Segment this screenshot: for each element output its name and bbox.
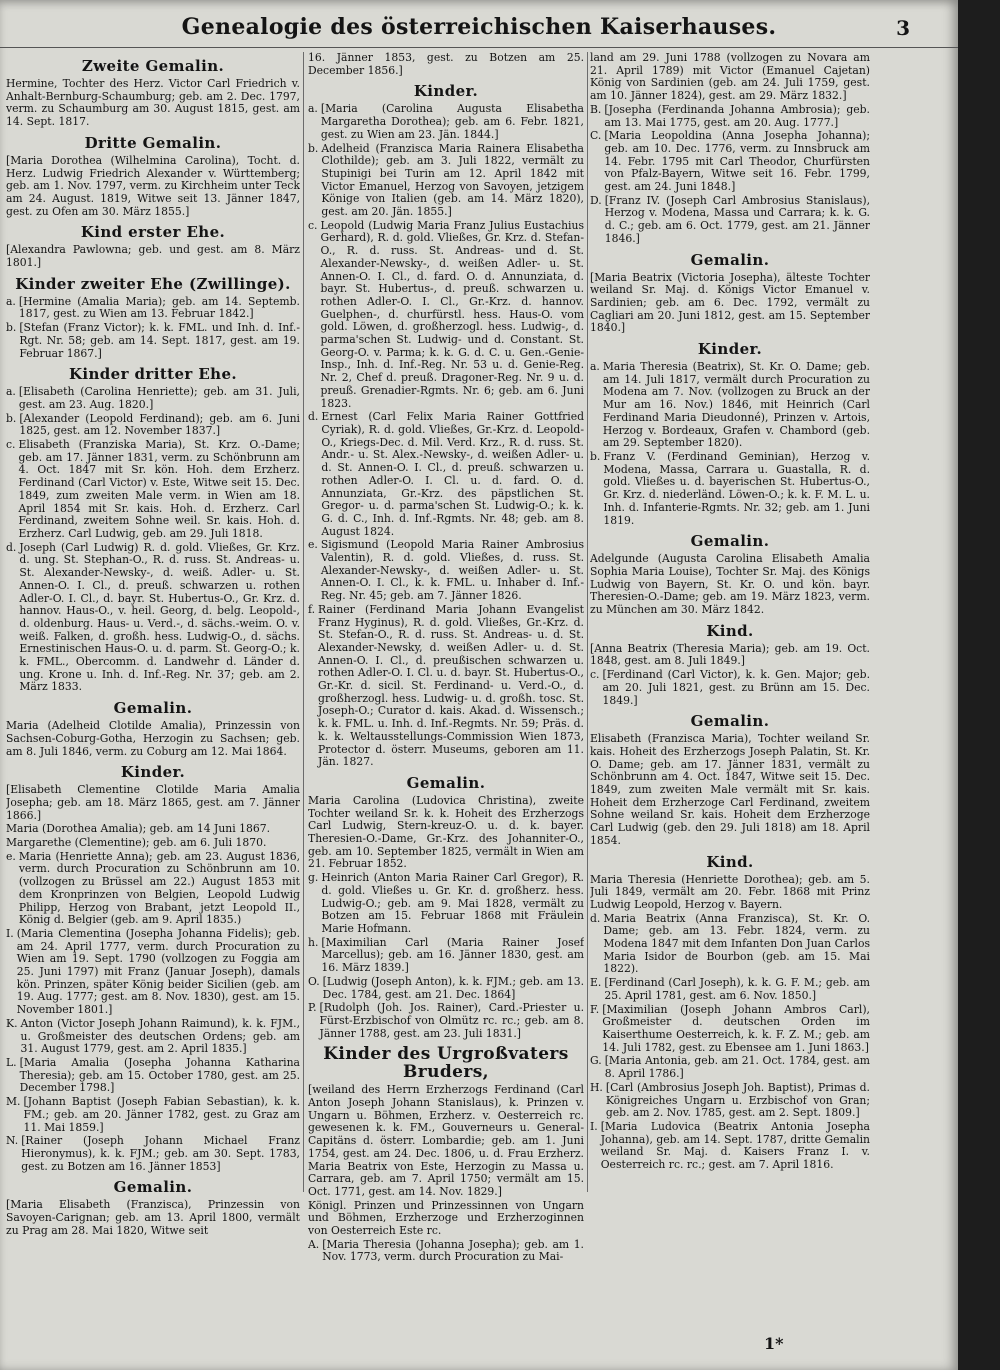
genealogy-entry [6,720,300,758]
entry-marker: L. [6,1056,17,1069]
entry-text: Maria Theresia (Beatrix), St. Kr. O. Dame; geb. am 14. Juli 1817, vermält durch Procuration zu Modena am 7. Nov. (vollzogen zu Bruck an der Mur am 16. Nov.) 1846, mit Heinrich (Carl Ferdinand Maria Dieudonné), Prinzen v. Artois, Herzog v. Bordeaux, Grafen v. Chambord (geb. am 29. September 1820). [602,360,870,450]
entry-text: Elisabeth (Franziska Maria), St. Krz. O.-Dame; geb. am 17. Jänner 1831, verm. zu Schönbrunn am 4. Oct. 1847 mit Sr. kön. Hoh. dem Erzherz. Ferdinand (Carl Victor) v. Este, Witwe seit 15. Dec. 1849, zum zweiten Male verm. in Wien am 18. April 1854 mit Sr. kais. Hoh. d. Erzherz. Carl Ferdinand, zweitem Sohne weil. Sr. kais. Hoh. d. Erzherz. Carl Ludwig, geb. am 29. Juli 1818. [18,438,300,540]
genealogy-entry [590,913,870,977]
genealogy-entry [6,928,300,1017]
entry-text: [Alexander (Leopold Ferdinand); geb. am 6. Juni 1825, gest. am 12. November 1837.] [19,411,300,438]
entry-text: Maria Carolina (Ludovica Christina), zweite Tochter weiland Sr. k. k. Hoheit des Erzherzogs Carl Ludwig, Stern-kreuz-O. u. d. k. bayer. Theresien-O.-Dame, Gr.-Krz. des Johanniter-O., geb. am 10. September 1825, vermält in Wien am 21. Februar 1852. [308,793,584,871]
genealogy-entry [590,195,870,246]
genealogy-entry [308,1200,584,1238]
genealogy-entry [590,451,870,527]
entry-marker: c. [308,218,318,232]
genealogy-entry [6,155,300,219]
entry-marker: B. [590,102,602,116]
entry-marker: c. [590,668,600,682]
entry-marker: M. [6,1095,21,1109]
genealogy-entry [590,1082,870,1120]
entry-marker: g. [308,871,319,885]
section-heading: Kinder. [120,763,186,782]
entry-marker: h. [308,935,319,949]
section-heading: Gemalin. [690,250,770,269]
entry-text: Elisabeth (Franzisca Maria), Tochter weiland Sr. kais. Hoheit des Erzherzogs Joseph Palatin, St. Kr. O. Dame; geb. am 17. Jänner 1831, vermält zu Schönbrunn am 4. Oct. 1847, Witwe seit 15. Dec. 1849, zum zweiten Male vermält mit Sr. kais. Hoheit dem Erzherzoge Carl Ferdinand, zweitem Sohne weiland Sr. kais. Hoheit dem Erzherzoge Carl Ludwig (geb. den 29. Juli 1818) am 18. April 1854. [590,732,870,847]
entry-text: [Johann Baptist (Joseph Fabian Sebastian), k. k. FM.; geb. am 20. Jänner 1782, gest. zu Graz am 11. Mai 1859.] [23,1095,300,1134]
entry-marker: D. [590,193,602,207]
genealogy-entry [590,1121,870,1172]
genealogy-entry [6,837,300,850]
genealogy-entry [6,823,300,836]
genealogy-entry [590,272,870,336]
genealogy-entry [590,733,870,847]
entry-marker: P. [308,1001,317,1015]
section-heading: Kind erster Ehe. [80,223,226,242]
entry-text: Maria (Adelheid Clotilde Amalia), Prinzessin von Sachsen-Coburg-Gotha, Herzogin zu Sachsen; geb. am 8. Juli 1846, verm. zu Coburg am 12. Mai 1864. [6,719,300,758]
section-heading: Kind. [706,621,754,640]
section-heading: Dritte Gemalin. [84,133,222,152]
entry-text: [Maria Ludovica (Beatrix Antonia Josepha Johanna), geb. am 14. Sept. 1787, dritte Gemalin weiland Sr. Maj. d. Kaisers Franz I. v. Oesterreich rc. rc.; gest. am 7. April 1816. [600,1119,870,1172]
signature-mark: 1* [764,1334,784,1353]
entry-marker: d. [590,911,601,925]
genealogy-entry [308,103,584,141]
entry-text: [Anna Beatrix (Theresia Maria); geb. am 19. Oct. 1848, gest. am 8. Juli 1849.] [590,641,870,668]
entry-marker: G. [590,1054,602,1068]
section-heading: Gemalin. [113,1178,193,1197]
genealogy-entry [308,411,584,538]
column-divider [587,52,588,1192]
genealogy-entry [308,1084,584,1198]
genealogy-entry [6,1096,300,1134]
entry-marker: H. [590,1080,603,1094]
genealogy-entry [308,1239,584,1264]
entry-marker: a. [590,360,600,374]
entry-text: Maria (Dorothea Amalia); geb. am 14 Juni 1867. [6,822,271,836]
entry-marker: a. [6,385,16,399]
entry-marker: b. [590,449,601,463]
section-heading: Kinder dritter Ehe. [68,365,238,384]
genealogy-entry [308,604,584,769]
genealogy-entry [590,1004,870,1055]
genealogy-entry [308,52,584,77]
genealogy-entry [308,220,584,411]
entry-text: [Maria Elisabeth (Franzisca), Prinzessin von Savoyen-Carignan; geb. am 13. April 1800, vermält zu Prag am 28. Mai 1820, Witwe seit [6,1198,300,1237]
entry-text: [Maria Antonia, geb. am 21. Oct. 1784, gest. am 8. April 1786.] [604,1054,870,1081]
entry-text: Franz V. (Ferdinand Geminian), Herzog v. Modena, Massa, Carrara u. Guastalla, R. d. gold. Vließes u. d. bayerischen St. Hubertus-O., Gr. Krz. d. niederländ. Löwen-O.; k. k. F. M. L. u. Inh. d. Infanterie-Rgmts. Nr. 32; geb. am 1. Juni 1819. [603,449,870,527]
entry-text: Rainer (Ferdinand Maria Johann Evangelist Franz Hyginus), R. d. gold. Vließes, Gr.-Krz. d. St. Stefan-O., R. d. russ. St. Andreas- u. d. St. Alexander-Newsky, d. weißen Adler- u. d. St. Annen-O. I. Cl., d. preußischen schwarzen u. rothen Adler-O. I. Cl. u. d. bayr. St. Hubertus-O., Gr.-Kr. d. sicil. St. Ferdinand- u. Verd.-O., d. großherzogl. hess. Ludwig- u. d. großh. tosc. St. Joseph-O.; Curator d. kais. Akad. d. Wissensch.; k. k. FML. u. Inh. d. Inf.-Regmts. Nr. 59; Präs. d. k. k. Weltausstellungs-Commission Wien 1873, Protector d. österr. Museums, geboren am 11. Jän. 1827. [318,602,584,769]
genealogy-entry [6,413,300,438]
genealogy-entry [590,874,870,912]
section-heading: Gemalin. [406,773,486,792]
section-heading: Kind. [706,852,754,871]
entry-text: [Ferdinand (Carl Victor), k. k. Gen. Major; geb. am 20. Juli 1821, gest. zu Brünn am 15. Dec. 1849.] [602,668,870,707]
entry-text: [Ferdinand (Carl Joseph), k. k. G. F. M.; geb. am 25. April 1781, gest. am 6. Nov. 1850.] [604,976,870,1002]
genealogy-entry [308,1002,584,1040]
entry-marker: E. [590,976,602,990]
entry-marker: b. [6,411,17,425]
entry-text: Heinrich (Anton Maria Rainer Carl Gregor), R. d. gold. Vließes u. Gr. Kr. d. großherz. hess. Ludwig-O.; geb. am 9. Mai 1828, vermält zu Botzen am 15. Februar 1868 mit Fräulein Marie Hofmann. [321,871,584,935]
column-divider [303,52,304,1192]
entry-marker: d. [308,410,319,424]
entry-text: Leopold (Ludwig Maria Franz Julius Eustachius Gerhard), R. d. gold. Vließes, Gr. Krz. d. Stefan-O., R. d. russ. St. Andreas- und d. St. Alexander-Newsky-, d. weißen Adler- u. St. Annen-O. I. Cl., d. fard. O. d. Annunziata, d. bayr. St. Hubertus-, d. preuß. schwarzen u. rothen Adler-O. I. Cl., Gr.-Krz. d. hannov. Guelphen-, d. churfürstl. hess. Haus-O. vom gold. Löwen, d. großherzogl. hess. Ludwig-, d. parma'schen St. Ludwig- und d. Constant. St. Georg-O. v. Parma; k. k. G. d. C. u. Gen.-Genie-Insp., Inh. d. Inf.-Reg. Nr. 53 u. d. Genie-Reg. Nr. 2, Chef d. preuß. Dragoner-Reg. Nr. 9 u. d. preuß. Grenadier-Rgmts. Nr. 6; geb. am 6. Juni 1823. [320,218,584,410]
column-right [590,52,870,1370]
entry-marker: A. [308,1237,320,1251]
entry-text: [Maria (Carolina Augusta Elisabetha Margaretha Dorothea); geb. am 6. Febr. 1821, gest. zu Wien am 23. Jän. 1844.] [320,102,584,141]
entry-text: Königl. Prinzen und Prinzessinnen von Ungarn und Böhmen, Erzherzoge und Erzherzoginnen von Oesterreich Este rc. [308,1198,584,1238]
genealogy-entry [6,322,300,360]
entry-text: Sigismund (Leopold Maria Rainer Ambrosius Valentin), R. d. gold. Vließes, d. russ. St. Alexander-Newsky-, d. weißen Adler- u. St. Annen-O. I. Cl., k. k. FML. u. Inhaber d. Inf.-Reg. Nr. 45; geb. am 7. Jänner 1826. [320,538,584,603]
entry-text: [Franz IV. (Joseph Carl Ambrosius Stanislaus), Herzog v. Modena, Massa und Carrara; k. k. G. d. C.; geb. am 6. Oct. 1779, gest. am 21. Jänner 1846.] [604,193,870,245]
entry-text: Anton (Victor Joseph Johann Raimund), k. k. FJM., u. Großmeister des deutschen Ordens; geb. am 31. August 1779, gest. am 2. April 1835.] [20,1016,300,1056]
section-heading: Zweite Gemalin. [81,57,225,75]
entry-marker: b. [308,141,319,155]
entry-text: Hermine, Tochter des Herz. Victor Carl Friedrich v. Anhalt-Bernburg-Schaumburg; geb. am 2. Dec. 1797, verm. zu Schaumburg am 30. August 1815, gest. am 14. Sept. 1817. [6,77,300,129]
page-number: 3 [896,16,910,40]
genealogy-entry [308,872,584,936]
section-heading: Kinder des Urgroßvaters Bruders, [323,1044,569,1083]
entry-marker: e. [6,849,16,863]
entry-marker: I. [6,926,14,940]
entry-text: [Maximilian (Joseph Johann Ambros Carl), Großmeister d. deutschen Orden im Kaiserthume Oesterreich, k. k. F. Z. M.; geb. am 14. Juli 1782, gest. zu Ebensee am 1. Juni 1863.] [602,1002,870,1054]
running-title: Genealogie des österreichischen Kaiserhauses. [181,14,777,40]
entry-marker: c. [6,438,16,452]
entry-marker: N. [6,1134,19,1148]
genealogy-entry [6,1135,300,1173]
genealogy-entry [6,1057,300,1095]
genealogy-entry [590,669,870,707]
genealogy-entry [6,296,300,321]
genealogy-entry [590,977,870,1002]
genealogy-entry [590,104,870,129]
entry-text: [Maria Amalia (Josepha Johanna Katharina Theresia); geb. am 15. October 1780, gest. am 25. December 1798.] [19,1056,300,1095]
entry-marker: I. [590,1119,598,1133]
entry-text: [Maria Beatrix (Victoria Josepha), älteste Tochter weiland Sr. Maj. d. Königs Victor Emanuel v. Sardinien; geb. am 6. Dec. 1792, vermält zu Cagliari am 20. Juni 1812, gest. am 15. September 1840.] [590,270,870,335]
entry-text: [Alexandra Pawlowna; geb. und gest. am 8. März 1801.] [6,243,300,270]
genealogy-entry [6,244,300,269]
genealogy-entry [6,386,300,411]
entry-text: Maria Theresia (Henriette Dorothea); geb. am 5. Juli 1849, vermält am 20. Febr. 1868 mit Prinz Ludwig Leopold, Herzog v. Bayern. [590,872,870,911]
header-rule [0,47,958,48]
entry-text: [Maximilian Carl (Maria Rainer Josef Marcellus); geb. am 16. Jänner 1830, gest. am 16. März 1839.] [321,935,584,975]
genealogy-entry [6,851,300,927]
entry-text: land am 29. Juni 1788 (vollzogen zu Novara am 21. April 1789) mit Victor (Emanuel Cajetan) König von Sardinien (geb. am 24. Juli 1759, gest. am 10. Jänner 1824), gest. am 29. März 1832.] [590,52,870,103]
column-middle [308,52,584,1370]
entry-text: [Maria Leopoldina (Anna Josepha Johanna); geb. am 10. Dec. 1776, verm. zu Innsbruck am 14. Febr. 1795 mit Carl Theodor, Churfürsten von Pfalz-Bayern, Witwe seit 16. Febr. 1799, gest. am 24. Juni 1848.] [604,129,870,194]
entry-text: Ernest (Carl Felix Maria Rainer Gottfried Cyriak), R. d. gold. Vließes, Gr.-Krz. d. Leopold-O., Kriegs-Dec. d. Mil. Verd. Krz., R. d. russ. St. Andr.- u. St. Alex.-Newsky-, d. weißen Adler- u. d. St. Annen-O. I. Cl., d. preuß. schwarzen u. rothen Adler-O. I. Cl. u. d. fard. O. d. Annunziata, Gr.-Krz. des päpstlichen St. Gregor- u. d. parma'schen St. Ludwig-O.; k. k. G. d. C., Inh. d. Inf.-Rgmts. Nr. 48; geb. am 8. August 1824. [321,410,584,538]
entry-text: (Maria Clementina (Josepha Johanna Fidelis); geb. am 24. April 1777, verm. durch Procuration zu Wien am 19. Sept. 1790 (vollzogen zu Foggia am 25. Juni 1797) mit Franz (Januar Joseph), damals kön. Prinzen, später König beider Sicilien (geb. am 19. Aug. 1777; gest. am 8. Nov. 1830), gest. am 15. November 1801.] [16,926,300,1017]
entry-text: [Elisabeth (Carolina Henriette); geb. am 31. Juli, gest. am 23. Aug. 1820.] [18,385,300,411]
entry-text: [Carl (Ambrosius Joseph Joh. Baptist), Primas d. Königreiches Ungarn u. Erzbischof von Gran; geb. am 2. Nov. 1785, gest. am 2. Sept. 1809.] [605,1080,870,1120]
section-heading: Kinder. [413,82,479,101]
entry-text: [Rainer (Joseph Johann Michael Franz Hieronymus), k. k. FJM.; geb. am 30. Sept. 1783, gest. zu Botzen am 16. Jänner 1853] [21,1134,300,1173]
entry-marker: F. [590,1002,600,1016]
section-heading: Gemalin. [113,699,193,718]
column-left [6,52,300,1370]
entry-text: [Rudolph (Joh. Jos. Rainer), Card.-Priester u. Fürst-Erzbischof von Olmütz rc. rc.; geb. am 8. Jänner 1788, gest. am 23. Juli 1831.] [319,1001,584,1040]
entry-marker: C. [590,129,602,143]
entry-text: Adelgunde (Augusta Carolina Elisabeth Amalia Sophia Maria Louise), Tochter Sr. Maj. des Königs Ludwig von Bayern, St. Kr. O. und kön. bayr. Theresien-O.-Dame; geb. am 19. März 1823, verm. zu München am 30. März 1842. [590,552,870,617]
entry-text: [Elisabeth Clementine Clotilde Maria Amalia Josepha; geb. am 18. März 1865, gest. am 7. Jänner 1866.] [6,783,300,822]
entry-marker: O. [308,974,320,988]
entry-text: Adelheid (Franzisca Maria Rainera Elisabetha Clothilde); geb. am 3. Juli 1822, vermält zu Stupinigi bei Turin am 12. April 1842 mit Victor Emanuel, Herzog von Savoyen, jetzigem Könige von Italien (geb. am 14. März 1820), gest. am 20. Jän. 1855.] [321,141,584,219]
entry-text: [Hermine (Amalia Maria); geb. am 14. Septemb. 1817, gest. zu Wien am 13. Februar 1842.] [18,294,300,321]
entry-marker: d. [6,540,17,554]
entry-text: [Josepha (Ferdinanda Johanna Ambrosia); geb. am 13. Mai 1775, gest. am 20. Aug. 1777.] [604,102,870,129]
genealogy-entry [590,361,870,450]
entry-marker: K. [6,1016,18,1030]
genealogy-entry [308,539,584,603]
entry-marker: a. [308,102,318,116]
entry-text: Maria Beatrix (Anna Franzisca), St. Kr. O. Dame; geb. am 13. Febr. 1824, verm. zu Modena 1847 mit dem Infanten Don Juan Carlos Maria Isidor de Bourbon (geb. am 15. Mai 1822). [603,911,870,976]
genealogy-entry [6,1018,300,1056]
genealogy-entry [590,130,870,194]
entry-marker: e. [308,538,318,552]
genealogy-entry [6,784,300,822]
genealogy-entry [6,542,300,694]
entry-text: Maria (Henriette Anna); geb. am 23. August 1836, verm. durch Procuration zu Schönbrunn am 10. (vollzogen zu Brüssel am 22.) August 1853 mit dem Kronprinzen von Belgien, Leopold Ludwig Philipp, Herzog von Brabant, jetzt Leopold II., König d. Belgier (geb. am 9. April 1835.) [18,849,300,927]
section-heading: Kinder. [697,340,763,359]
genealogy-entry [6,439,300,541]
entry-text: [weiland des Herrn Erzherzogs Ferdinand (Carl Anton Joseph Johann Stanislaus), k. Prinzen v. Ungarn u. Böhmen, Erzherz. v. Oesterreich rc. gewesenen k. k. FM., Gouverneurs u. General-Capitäns d. österr. Lombardie; geb. am 1. Juni 1754, gest. am 24. Dec. 1806, u. d. Frau Erzherz. Maria Beatrix von Este, Herzogin zu Massa u. Carrara, geb. am 7. April 1750; vermält am 15. Oct. 1771, gest. am 14. Nov. 1829.] [308,1083,584,1198]
genealogy-entry [308,143,584,219]
genealogy-entry [308,937,584,975]
entry-text: 16. Jänner 1853, gest. zu Botzen am 25. December 1856.] [308,52,584,77]
entry-text: [Maria Dorothea (Wilhelmina Carolina), Tocht. d. Herz. Ludwig Friedrich Alexander v. Württemberg; geb. am 1. Nov. 1797, verm. zu Kirchheim unter Teck am 24. August. 1819, Witwe seit 13. Jänner 1847, gest. zu Ofen am 30. März 1855.] [6,153,300,218]
entry-text: [Stefan (Franz Victor); k. k. FML. und Inh. d. Inf.-Rgt. Nr. 58; geb. am 14. Sept. 1817, gest. am 19. Februar 1867.] [19,321,300,360]
entry-text: Joseph (Carl Ludwig) R. d. gold. Vließes, Gr. Krz. d. ung. St. Stephan-O., R. d. russ. St. Andreas- u. St. Alexander-Newsky-, d. weiß. Adler- u. St. Annen-O. I. Cl., d. preuß. schwarzen u. rothen Adler-O. I. Cl., d. bayr. St. Hubertus-O., Gr. Krz. d. hannov. Haus-O., v. heil. Georg, d. belg. Leopold-, d. oldenburg. Haus- u. Verd.-, d. sächs.-weim. O. v. weiß. Falken, d. großh. hess. Ludwig-O., d. sächs. Ernestinischen Haus-O. u. d. parm. St. Georg-O.; k. k. FML., Obercomm. d. Landwehr d. Länder d. ung. Krone u. Inh. d. Inf.-Reg. Nr. 37; geb. am 2. März 1833. [19,540,300,694]
genealogy-entry [590,643,870,668]
section-heading: Gemalin. [690,532,770,551]
genealogy-entry [590,1055,870,1080]
section-heading: Gemalin. [690,712,770,731]
entry-text: [Maria Theresia (Johanna Josepha); geb. am 1. Nov. 1773, verm. durch Procuration zu Mai- [322,1237,584,1264]
genealogy-entry [6,78,300,129]
entry-marker: b. [6,321,17,335]
entry-text: Margarethe (Clementine); geb. am 6. Juli 1870. [6,836,267,850]
section-heading: Kinder zweiter Ehe (Zwillinge). [15,274,291,293]
genealogy-entry [6,1199,300,1237]
genealogy-entry [308,976,584,1001]
genealogy-entry [308,795,584,871]
genealogy-entry [590,553,870,617]
entry-marker: a. [6,294,16,308]
genealogy-entry [590,52,870,103]
entry-marker: f. [308,602,316,616]
entry-text: [Ludwig (Joseph Anton), k. k. FJM.; geb. am 13. Dec. 1784, gest. am 21. Dec. 1864] [322,974,584,1001]
